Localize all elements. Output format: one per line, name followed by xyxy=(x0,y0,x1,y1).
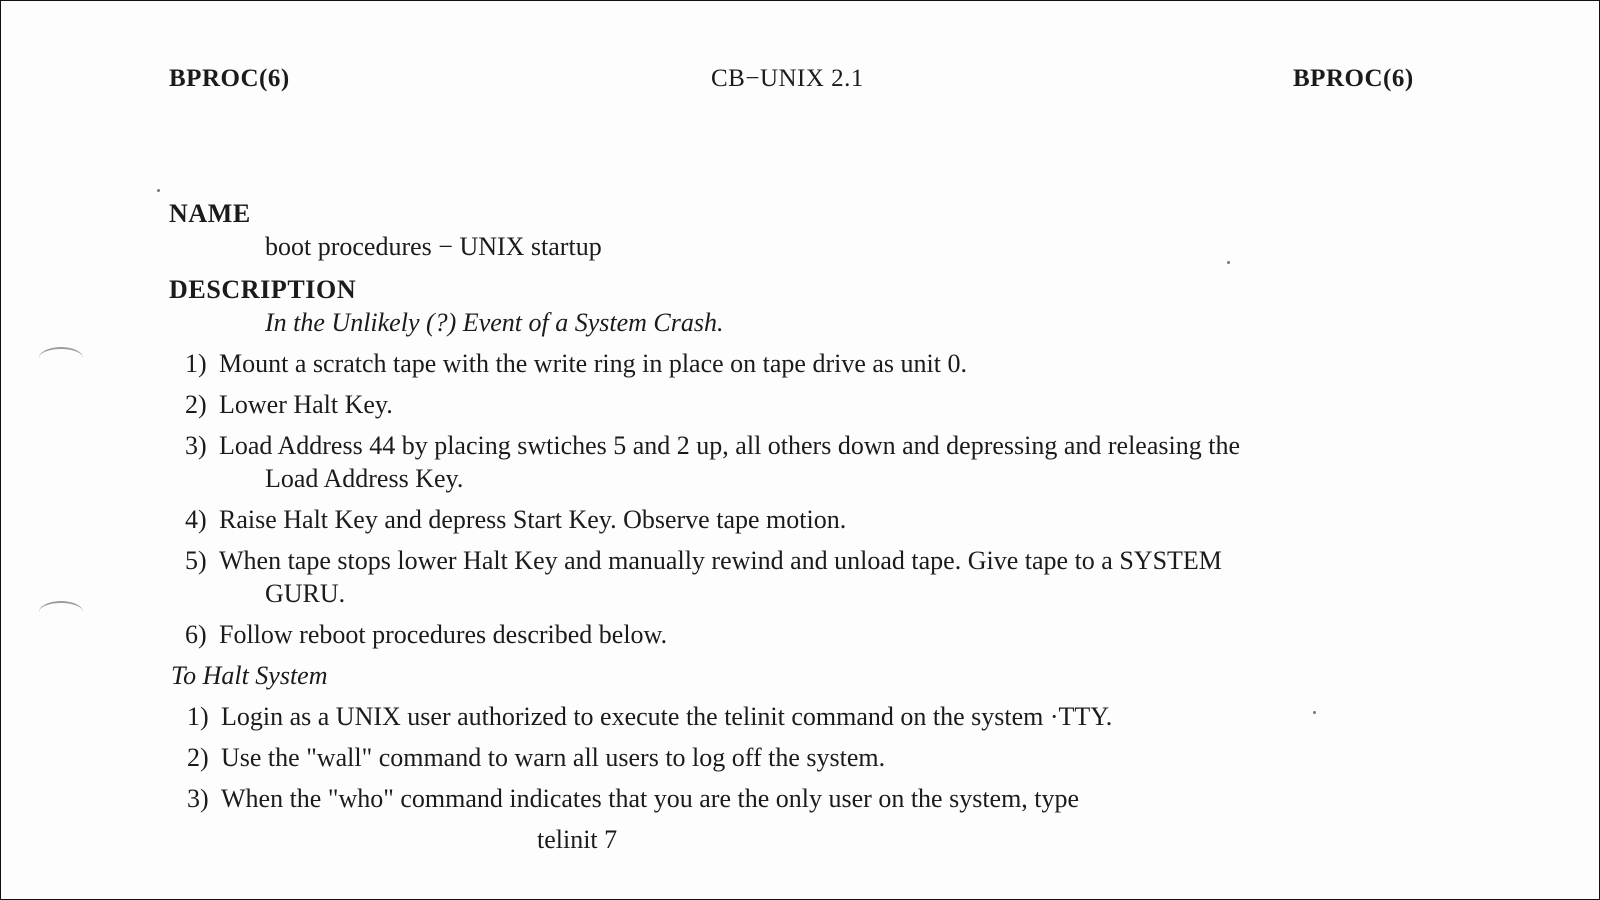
step-number: 1) xyxy=(185,349,207,378)
step-text: Use the "wall" command to warn all users to log off the system. xyxy=(221,743,886,772)
step-number: 2) xyxy=(187,743,209,772)
list-item xyxy=(185,388,1429,421)
step-text: When the "who" command indicates that you are the only user on the system, type xyxy=(221,784,1080,813)
step-text: Login as a UNIX user authorized to execute the telinit command on the system ·TTY. xyxy=(221,702,1113,731)
list-item xyxy=(185,347,1429,380)
step-text: Load Address 44 by placing swtiches 5 and 2 up, all others down and depressing and releasing the xyxy=(219,431,1240,460)
step-text: Follow reboot procedures described below. xyxy=(219,620,668,649)
header-right: BPROC(6) xyxy=(1293,65,1414,92)
step-text: Lower Halt Key. xyxy=(219,390,393,419)
name-text: boot procedures − UNIX startup xyxy=(265,232,602,261)
description-subtitle: In the Unlikely (?) Event of a System Crash. xyxy=(265,308,724,337)
step-number: 3) xyxy=(185,431,207,460)
step-number: 5) xyxy=(185,546,207,575)
description-heading: DESCRIPTION xyxy=(169,275,357,304)
header-center: CB−UNIX 2.1 xyxy=(711,65,864,92)
step-number: 4) xyxy=(185,505,207,534)
punch-hole-mark xyxy=(39,347,83,369)
step-continuation: Load Address Key. xyxy=(265,464,464,493)
step-number: 1) xyxy=(187,702,209,731)
page-body xyxy=(169,197,1429,856)
step-number: 3) xyxy=(187,784,209,813)
scan-speck xyxy=(157,189,160,192)
step-text: Raise Halt Key and depress Start Key. Observe tape motion. xyxy=(219,505,847,534)
name-heading: NAME xyxy=(169,199,251,228)
list-item xyxy=(185,503,1429,536)
telinit-command: telinit 7 xyxy=(537,825,618,854)
crash-steps-list xyxy=(169,347,1429,651)
list-item xyxy=(185,544,1429,610)
step-text: When tape stops lower Halt Key and manually rewind and unload tape. Give tape to a SYSTEM xyxy=(219,546,1222,575)
list-item xyxy=(187,700,1429,733)
step-number: 2) xyxy=(185,390,207,419)
list-item xyxy=(185,618,1429,651)
halt-steps-list xyxy=(169,700,1429,815)
halt-system-heading: To Halt System xyxy=(171,661,328,690)
header-left: BPROC(6) xyxy=(169,65,290,92)
list-item xyxy=(185,429,1429,495)
step-text: Mount a scratch tape with the write ring in place on tape drive as unit 0. xyxy=(219,349,967,378)
step-number: 6) xyxy=(185,620,207,649)
punch-hole-mark xyxy=(39,601,83,623)
step-continuation: GURU. xyxy=(265,579,346,608)
list-item xyxy=(187,741,1429,774)
list-item xyxy=(187,782,1429,815)
